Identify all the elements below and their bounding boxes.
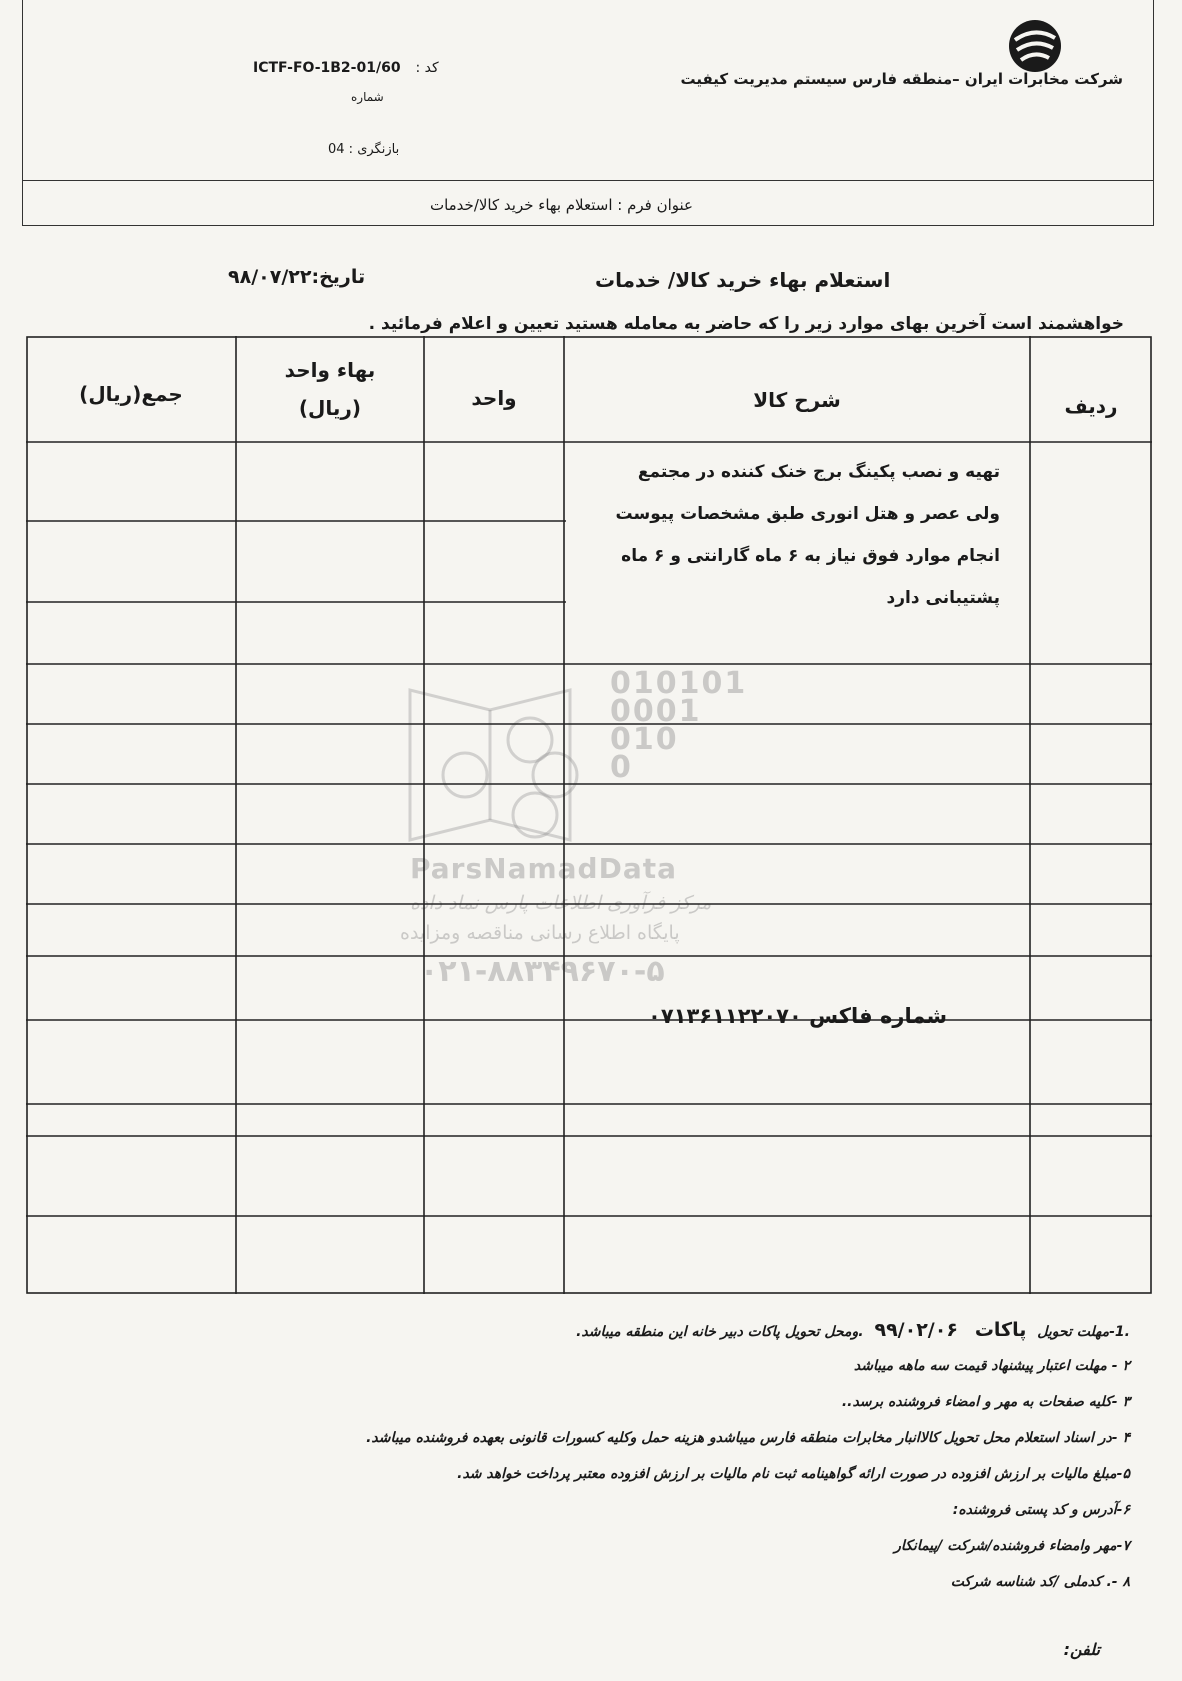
revision: بازنگری : 04 <box>328 142 400 157</box>
term-item: ۷-مهر وامضاء فروشنده/شرکت /پیمانکار <box>894 1538 1130 1554</box>
form-title: عنوان فرم : استعلام بهاء خرید کالا/خدمات <box>429 196 693 214</box>
header-divider <box>23 180 1153 181</box>
header-unit-price: بهاء واحد <box>284 358 376 382</box>
term-emphasis: پاکات <box>974 1319 1027 1341</box>
number-label: شماره <box>351 90 384 104</box>
watermark-brand: ParsNamadData <box>410 852 677 885</box>
description-line: انجام موارد فوق نیاز به ۶ ماه گارانتی و ۶ ماه <box>621 546 1000 566</box>
header-total: جمع(ریال) <box>79 382 183 406</box>
term-item <box>90 1318 1130 1342</box>
form-code-label: کد : <box>415 60 439 76</box>
fax-number: شماره فاکس ۰۷۱۳۶۱۱۲۲۰۷۰ <box>648 1004 948 1028</box>
header-unit: واحد <box>471 386 517 410</box>
term-item: ۴ -در اسناد استعلام محل تحویل کالاانبار مخابرات منطقه فارس میباشدو هزینه حمل وکلیه کسورات قانونی بعهده فروشنده میباشد. <box>366 1430 1130 1446</box>
document-title: استعلام بهاء خرید کالا/ خدمات <box>595 268 891 292</box>
watermark-line2: پایگاه اطلاع رسانی مناقصه ومزایده <box>400 922 680 944</box>
company-logo-icon <box>1005 16 1065 76</box>
term-text: .ومحل تحویل پاکات دبیر خانه این منطقه میباشد. <box>576 1324 864 1340</box>
watermark-line1: مرکز فرآوری اطلاعات پارس نماد داده <box>410 892 712 914</box>
term-text: .1-مهلت تحویل <box>1037 1324 1130 1340</box>
form-code-value: ICTF-FO-1B2-01/60 <box>253 60 401 76</box>
header-description: شرح کالا <box>753 388 841 412</box>
price-table <box>26 336 1152 1294</box>
company-name: شرکت مخابرات ایران –منطقه فارس سیستم مدیریت کیفیت <box>680 70 1123 88</box>
watermark-phone: ۰۲۱-۸۸۳۴۹۶۷۰-۵ <box>420 954 665 989</box>
description-line: تهیه و نصب پکینگ برج خنک کننده در مجتمع <box>637 462 1000 482</box>
term-item: ۵-مبلغ مالیات بر ارزش افزوده در صورت ارائه گواهینامه ثبت نام مالیات بر ارزش افزوده معتبر پرداخت خواهد شد. <box>457 1466 1130 1482</box>
form-code <box>253 60 439 76</box>
delivery-deadline: ۹۹/۰۲/۰۶ <box>874 1319 958 1341</box>
header-unit-price-currency: (ریال) <box>298 396 362 420</box>
header-row-number: ردیف <box>1064 394 1118 418</box>
watermark-number: 0 <box>610 750 633 785</box>
term-item: ۲ - مهلت اعتبار پیشنهاد قیمت سه ماهه میباشد <box>853 1358 1130 1374</box>
watermark-number: 0001 <box>610 694 702 729</box>
term-item: ۳ -کلیه صفحات به مهر و امضاء فروشنده برسد.. <box>841 1394 1130 1410</box>
description-line: پشتیبانی دارد <box>886 588 1000 608</box>
phone-label: تلفن: <box>1063 1640 1100 1659</box>
description-line: ولی عصر و هتل انوری طبق مشخصات پیوست <box>615 504 1000 524</box>
form-header <box>22 0 1154 226</box>
request-text: خواهشمند است آخرین بهای موارد زیر را که حاضر به معامله هستید تعیین و اعلام فرمائید . <box>368 314 1124 334</box>
watermark-number: 010101 <box>610 666 748 701</box>
terms-list <box>90 1318 1130 1606</box>
watermark-number: 010 <box>610 722 679 757</box>
document-date: تاریخ:۹۸/۰۷/۲۲ <box>228 266 366 288</box>
term-item: ۸ -. کدملی /کد شناسه شرکت <box>950 1574 1130 1590</box>
term-item: ۶-آدرس و کد پستی فروشنده: <box>952 1502 1130 1518</box>
